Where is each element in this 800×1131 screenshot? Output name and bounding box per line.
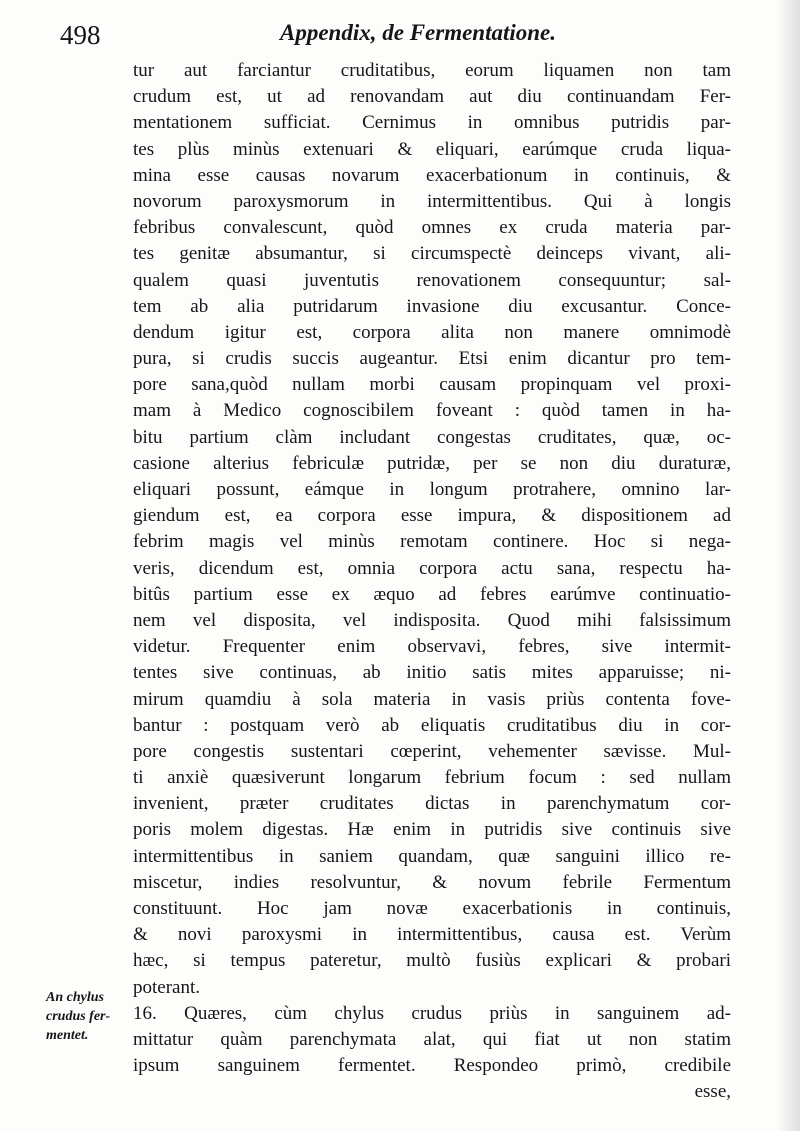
text-line: invenient, præter cruditates dictas in parenchymatum cor- <box>133 793 731 815</box>
page-number: 498 <box>60 20 101 50</box>
text-line: ipsum sanguinem fermentet. Respondeo primò, credibile <box>133 1055 731 1077</box>
text-line: febribus convalescunt, quòd omnes ex cruda materia par- <box>133 217 731 239</box>
text-line: tur aut farciantur cruditatibus, eorum liquamen non tam <box>133 60 731 81</box>
text-line: mirum quamdiu à sola materia in vasis priùs contenta fove- <box>133 688 731 710</box>
catchword: esse, <box>694 1081 731 1103</box>
text-line: & novi paroxysmi in intermittentibus, causa est. Verùm <box>133 924 731 946</box>
running-head: Appendix, de Fermentatione. <box>280 20 556 45</box>
text-line: crudum est, ut ad renovandam aut diu continuandam Fer- <box>133 86 731 108</box>
text-line: mam à Medico cognoscibilem foveant : quòd tamen in ha- <box>133 400 731 422</box>
text-line: poris molem digestas. Hæ enim in putridis sive continuis sive <box>133 819 731 841</box>
text-line: tes plùs minùs extenuari & eliquari, earúmque cruda liqua- <box>133 138 731 160</box>
text-line: mentationem sufficiat. Cernimus in omnibus putridis par- <box>133 112 731 134</box>
margin-note <box>46 988 126 1045</box>
text-line: casione alterius febriculæ putridæ, per se non diu duraturæ, <box>133 452 731 474</box>
text-line: tentes sive continuas, ab initio satis mites apparuisse; ni- <box>133 662 731 684</box>
text-line: pore congestis sustentari cœperint, vehementer sævisse. Mul- <box>133 740 731 762</box>
text-line: tes genitæ absumantur, si circumspectè deinceps vivant, ali- <box>133 243 731 265</box>
text-line: mittatur quàm parenchymata alat, qui fiat ut non statim <box>133 1028 731 1050</box>
text-line: febrim magis vel minùs remotam continere. Hoc si nega- <box>133 531 731 553</box>
text-line: bantur : postquam verò ab eliquatis cruditatibus diu in cor- <box>133 714 731 736</box>
text-line: pura, si crudis succis augeantur. Etsi enim dicantur pro tem- <box>133 348 731 370</box>
text-line: eliquari possunt, eámque in longum protrahere, omnino lar- <box>133 479 731 500</box>
text-line: qualem quasi juventutis renovationem consequuntur; sal- <box>133 269 731 291</box>
margin-note-line: An chylus <box>46 990 104 1005</box>
text-line: videtur. Frequenter enim observavi, febres, sive intermit- <box>133 636 731 658</box>
text-line: constituunt. Hoc jam novæ exacerbationis in continuis, <box>133 898 731 919</box>
text-line: pore sana,quòd nullam morbi causam propinquam vel proxi- <box>133 374 731 396</box>
text-line: ti anxiè quæsiverunt longarum febrium focum : sed nullam <box>133 767 731 789</box>
text-line: bitûs partium esse ex æquo ad febres earúmve continuatio- <box>133 583 731 605</box>
text-line: 16. Quæres, cùm chylus crudus priùs in sanguinem ad- <box>133 1002 731 1024</box>
text-line: intermittentibus in saniem quandam, quæ sanguini illico re- <box>133 845 731 867</box>
text-line: nem vel disposita, vel indisposita. Quod mihi falsissimum <box>133 609 731 631</box>
text-line: tem ab alia putridarum invasione diu excusantur. Conce- <box>133 295 731 317</box>
margin-note-line: crudus fer- <box>46 1009 111 1024</box>
text-line: novorum paroxysmorum in intermittentibus. Qui à longis <box>133 190 731 212</box>
text-line: bitu partium clàm includant congestas cruditates, quæ, oc- <box>133 426 731 448</box>
text-line: mina esse causas novarum exacerbationum in continuis, & <box>133 164 731 186</box>
binding-shadow <box>776 0 800 1131</box>
text-line: dendum igitur est, corpora alita non manere omnimodè <box>133 321 731 343</box>
main-text-block <box>133 58 731 1106</box>
text-line: hæc, si tempus pateretur, multò fusiùs explicari & probari <box>133 950 731 972</box>
margin-note-line: mentet. <box>46 1028 89 1043</box>
text-line: miscetur, indies resolvuntur, & novum febrile Fermentum <box>133 871 731 893</box>
text-line: giendum est, ea corpora esse impura, & dispositionem ad <box>133 505 731 527</box>
text-line: poterant. <box>133 976 201 998</box>
page-header <box>0 14 800 54</box>
text-line: veris, dicendum est, omnia corpora actu sana, respectu ha- <box>133 557 731 579</box>
